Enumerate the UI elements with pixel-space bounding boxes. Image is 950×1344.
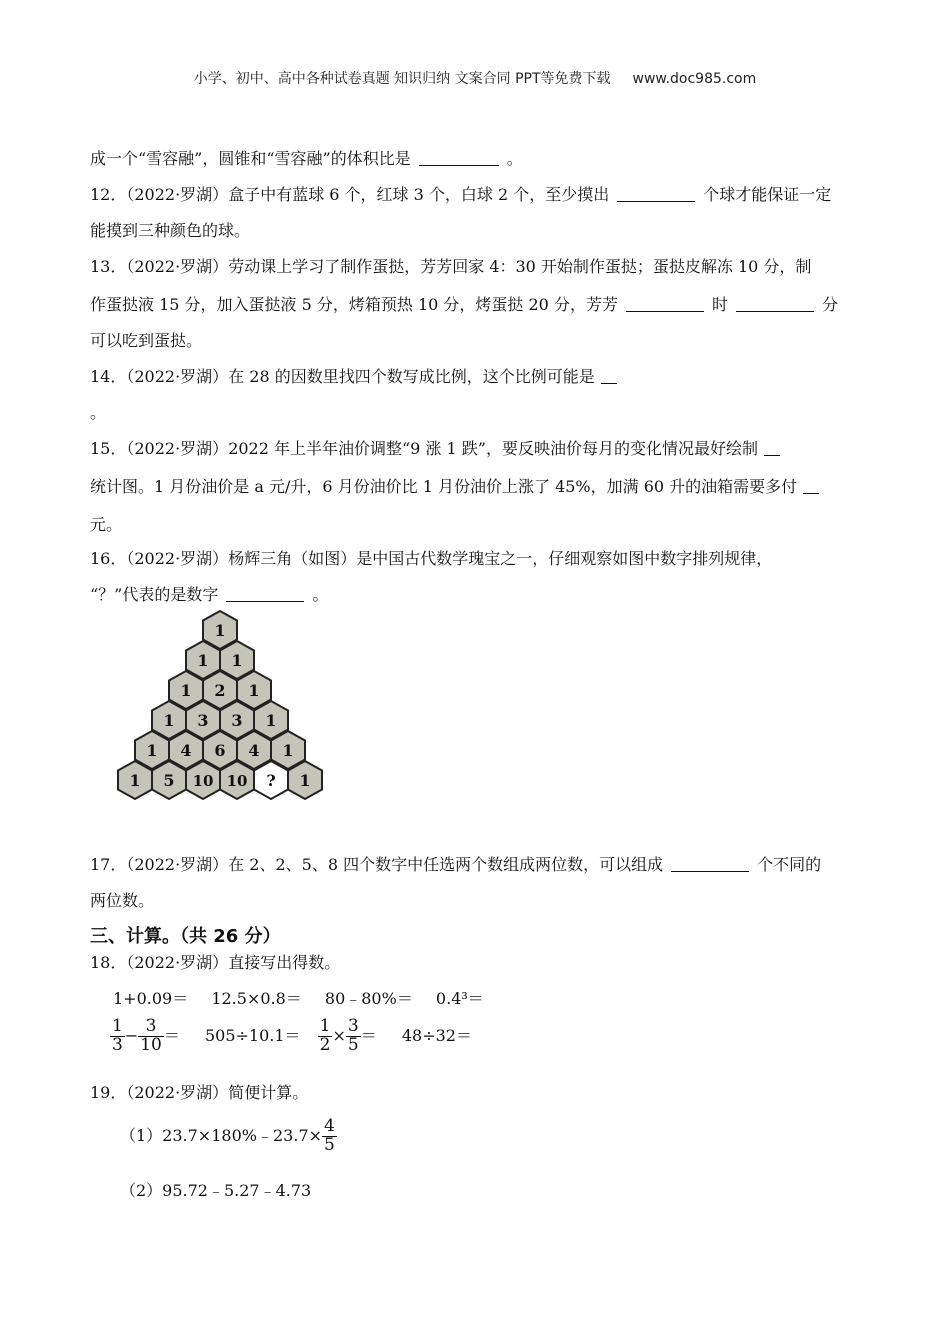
header-url[interactable]: www.doc985.com [632,71,757,87]
q13-line2 [90,292,838,315]
q13-line1 [90,254,811,277]
fraction: $\frac{4}{5}$ [324,1116,335,1155]
hex-number: 1 [282,741,294,760]
q12-text2: 个球才能保证一定 [703,185,832,204]
q15-line1 [90,436,786,459]
q18-text: 直接写出得数。 [228,953,341,972]
hex-number: 1 [163,711,175,730]
q14-end: 。 [90,403,107,422]
question-number: 18． [90,953,127,972]
q12-text: 盒子中有蓝球 6 个，红球 3 个，白球 2 个，至少摸出 [228,185,610,204]
answer-blank[interactable] [764,439,780,456]
q15-text: 2022 年上半年油价调整“9 涨 1 跌”，要反映油价每月的变化情况最好绘制 [228,439,758,458]
calc-expression: （1）23.7×180%﹣23.7× [120,1125,322,1145]
answer-blank[interactable] [803,477,819,494]
hex-number: 10 [226,772,248,790]
hex-number: 1 [180,681,192,700]
calc-expression: （2）95.72﹣5.27﹣4.73 [120,1181,312,1200]
question-number: 16． [90,549,127,568]
q11-end: 。 [506,149,523,168]
operator: − [124,1025,139,1045]
question-source: （2022·罗湖） [126,185,229,204]
q15-text2: 统计图。1 月份油价是 a 元/升，6 月份油价比 1 月份油价上涨了 45%，加满 60 升的油箱需要多付 [90,477,798,496]
q12-line1 [90,182,831,205]
hex-number: 2 [214,681,226,700]
q12-text3: 能摸到三种颜色的球。 [90,221,251,240]
answer-blank-minute[interactable] [736,295,814,312]
hex-number: 1 [231,651,243,670]
section-title: 三、计算。（共 26 分） [90,926,281,947]
q13-line3 [90,328,202,351]
hex-cell [152,761,186,799]
question-number: 15． [90,439,127,458]
q14-line1 [90,364,623,387]
q17-text2: 个不同的 [757,855,822,874]
answer-blank[interactable] [226,585,304,602]
q19-text: 简便计算。 [228,1083,309,1102]
hex-number: 3 [197,711,209,730]
q18-line1 [90,950,340,973]
q19-part2 [120,1178,311,1201]
hex-number: 1 [214,621,226,640]
q12-line2 [90,218,250,241]
answer-blank[interactable] [617,185,695,202]
hex-number: 1 [265,711,277,730]
hex-number: 3 [231,711,243,730]
calc-item: 48÷32＝ [401,1025,472,1045]
q16-text: 杨辉三角（如图）是中国古代数学瑰宝之一，仔细观察如图中数字排列规律， [228,549,773,568]
answer-blank-hour[interactable] [626,295,704,312]
q15-line2 [90,474,825,497]
q16-end: 。 [312,585,329,604]
q16-text2: “？”代表的是数字 [90,585,219,604]
question-source: （2022·罗湖） [126,439,229,458]
hex-cell [288,761,322,799]
question-number: 17． [90,855,127,874]
question-source: （2022·罗湖） [126,1083,229,1102]
equals: ＝ [163,1025,180,1045]
q18-row2 [110,1018,472,1055]
calc-item: 12.5×0.8＝ [211,989,302,1008]
q19-line1 [90,1080,308,1103]
hex-number: 4 [248,741,260,760]
q14-text: 在 28 的因数里找四个数写成比例，这个比例可能是 [228,367,595,386]
q16-line2 [90,582,328,605]
page-header [0,68,950,88]
question-number: 13． [90,257,127,276]
question-number: 12． [90,185,127,204]
yanghui-triangle-figure [110,610,325,815]
hex-number: 5 [163,771,175,790]
hex-number: 1 [129,771,141,790]
question-number: 19． [90,1083,127,1102]
question-source: （2022·罗湖） [126,367,229,386]
q19-part1 [120,1118,337,1155]
answer-blank[interactable] [601,367,617,384]
operator: × [332,1025,346,1045]
hex-number: 1 [248,681,260,700]
unknown-hex-cell [254,761,288,799]
hex-cell [186,761,220,799]
q17-line1 [90,852,821,875]
equals: ＝ [360,1025,377,1045]
hex-cell [118,761,152,799]
fraction: $\frac{3}{5}$ [347,1016,359,1055]
question-source: （2022·罗湖） [126,855,229,874]
hex-number: 4 [180,741,192,760]
question-source: （2022·罗湖） [126,257,229,276]
hex-number: 1 [146,741,158,760]
q16-line1 [90,546,772,569]
q17-text: 在 2、2、5、8 四个数字中任选两个数组成两位数，可以组成 [228,855,664,874]
q13-text2: 作蛋挞液 15 分，加入蛋挞液 5 分，烤箱预热 10 分，烤蛋挞 20 分，芳芳 [90,295,618,314]
hex-number: ? [266,771,276,790]
calc-item: 0.4³＝ [435,989,484,1008]
hex-number: 6 [214,741,226,760]
hex-number: 1 [299,771,311,790]
hex-number: 10 [192,772,214,790]
q18-row1 [113,986,484,1009]
hex-cell [220,761,254,799]
q13-text3: 可以吃到蛋挞。 [90,331,203,350]
fraction: $\frac{3}{10}$ [140,1016,162,1055]
q17-end: 两位数。 [90,891,155,910]
calc-item: 80﹣80%＝ [324,989,413,1008]
answer-blank[interactable] [671,855,749,872]
q15-line3 [90,512,122,535]
question-source: （2022·罗湖） [126,953,229,972]
q13-minute-label: 分 [821,295,838,314]
q11-tail-line [90,146,523,169]
q14-line2 [90,400,106,423]
q13-hour-label: 时 [711,295,728,314]
fraction: $\frac{1}{3}$ [112,1016,123,1055]
q13-text: 劳动课上学习了制作蛋挞，芳芳回家 4：30 开始制作蛋挞；蛋挞皮解冻 10 分，制 [228,257,812,276]
question-source: （2022·罗湖） [126,549,229,568]
question-number: 14． [90,367,127,386]
answer-blank[interactable] [419,149,499,166]
calc-item: 1+0.09＝ [113,989,189,1008]
q15-end: 元。 [90,515,123,534]
hex-number: 1 [197,651,209,670]
q17-line2 [90,888,154,911]
header-text: 小学、初中、高中各种试卷真题 知识归纳 文案合同 PPT等免费下载 [193,71,611,87]
q11-text: 成一个“雪容融”，圆锥和“雪容融”的体积比是 [90,149,411,168]
calc-item: 505÷10.1＝ [204,1025,301,1045]
fraction: $\frac{1}{2}$ [319,1016,331,1055]
